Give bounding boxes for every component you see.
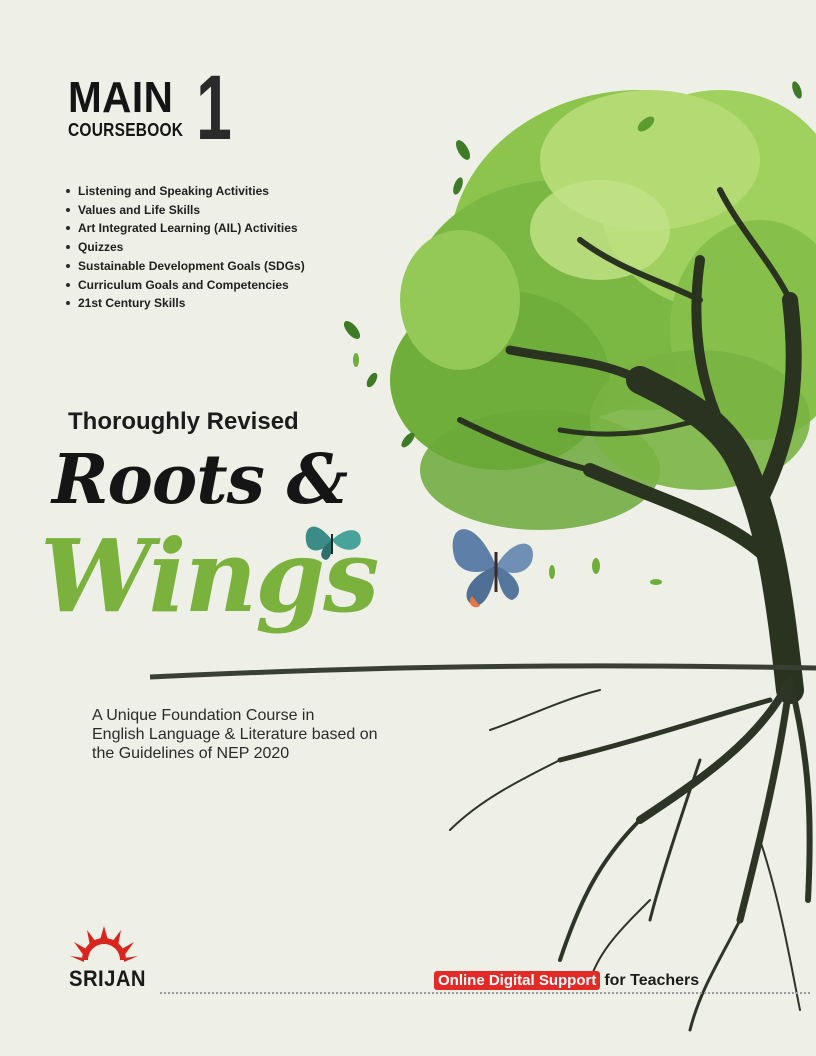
feature-item: Values and Life Skills [66, 201, 305, 220]
large-butterfly [453, 529, 533, 607]
description-line: A Unique Foundation Course in [92, 707, 315, 724]
feature-item: Curriculum Goals and Competencies [66, 276, 305, 295]
bullet-icon [66, 264, 70, 268]
revision-note: Thoroughly Revised [68, 408, 299, 435]
feature-list [66, 182, 305, 313]
dotted-divider [160, 992, 810, 994]
title-line-1: Roots & [52, 440, 347, 520]
support-badge: Online Digital Support [434, 971, 600, 990]
feature-item: 21st Century Skills [66, 294, 305, 313]
description-line: English Language & Literature based on [92, 726, 378, 743]
feature-item: Quizzes [66, 238, 305, 257]
ground-line [150, 666, 816, 677]
feature-item: Art Integrated Learning (AIL) Activities [66, 219, 305, 238]
description-line: the Guidelines of NEP 2020 [92, 745, 290, 762]
course-description [92, 706, 452, 763]
series-title: MAIN [68, 73, 174, 122]
bullet-icon [66, 245, 70, 249]
bullet-icon [66, 189, 70, 193]
bullet-icon [66, 226, 70, 230]
bullet-icon [66, 283, 70, 287]
bullet-icon [66, 301, 70, 305]
digital-support-note [434, 971, 699, 990]
bullet-icon [66, 208, 70, 212]
feature-item: Sustainable Development Goals (SDGs) [66, 257, 305, 276]
feature-item: Listening and Speaking Activities [66, 182, 305, 201]
publisher-name: SRIJAN [69, 966, 146, 991]
title-line-2: Wings [40, 517, 378, 635]
support-audience: for Teachers [604, 972, 700, 989]
volume-number: 1 [196, 57, 232, 159]
book-type-label: COURSEBOOK [68, 120, 184, 140]
